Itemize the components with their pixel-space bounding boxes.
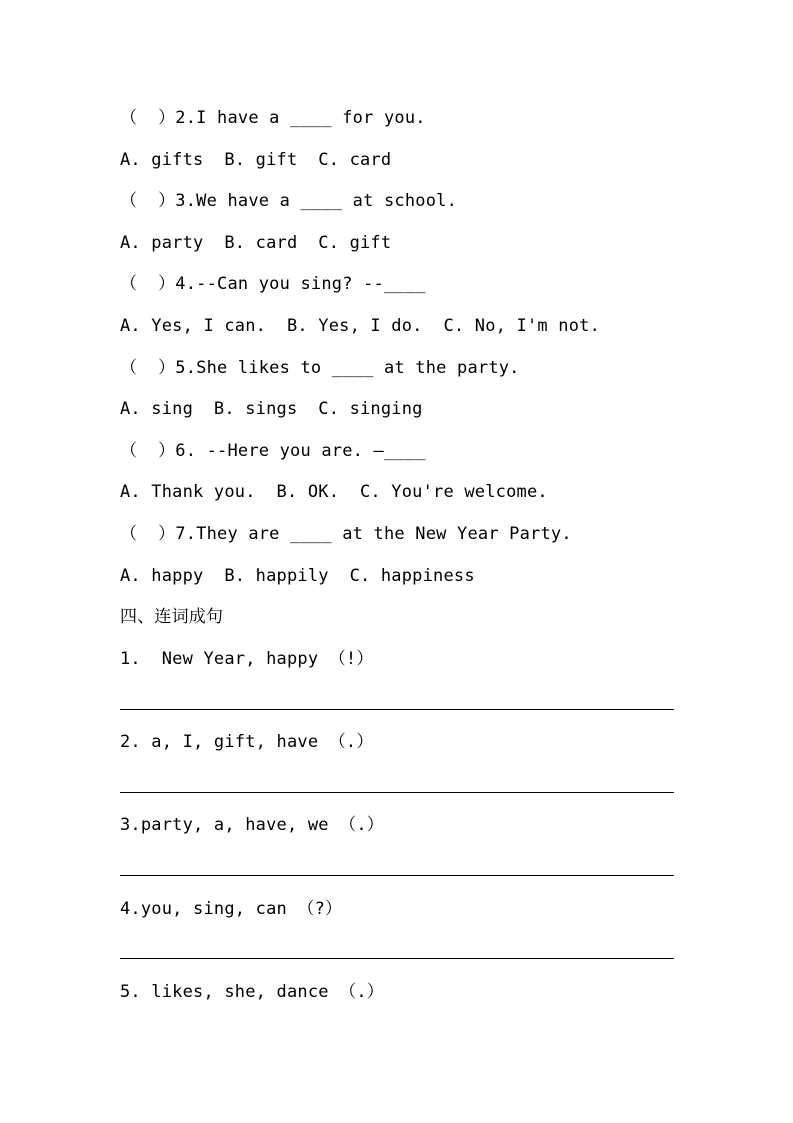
question-4-stem: （ ）4.--Can you sing? --____	[120, 274, 426, 294]
question-5-options: A. sing B. sings C. singing	[120, 399, 423, 419]
question-7-options: A. happy B. happily C. happiness	[120, 566, 475, 586]
sentence-item-2: 2. a, I, gift, have （.）	[120, 732, 374, 752]
section-4-heading: 四、连词成句	[120, 607, 224, 627]
question-3-options: A. party B. card C. gift	[120, 233, 392, 253]
answer-line-2	[120, 792, 674, 793]
question-3-stem: （ ）3.We have a ____ at school.	[120, 191, 458, 211]
question-6-options: A. Thank you. B. OK. C. You're welcome.	[120, 482, 548, 502]
answer-line-3	[120, 875, 674, 876]
question-5-stem: （ ）5.She likes to ____ at the party.	[120, 358, 520, 378]
sentence-item-4: 4.you, sing, can （?）	[120, 899, 343, 919]
sentence-item-3: 3.party, a, have, we （.）	[120, 815, 384, 835]
answer-line-4	[120, 958, 674, 959]
sentence-item-5: 5. likes, she, dance （.）	[120, 982, 384, 1002]
question-7-stem: （ ）7.They are ____ at the New Year Party.	[120, 524, 572, 544]
sentence-item-1: 1. New Year, happy （!）	[120, 649, 374, 669]
answer-line-1	[120, 709, 674, 710]
question-2-options: A. gifts B. gift C. card	[120, 150, 392, 170]
question-6-stem: （ ）6. --Here you are. —____	[120, 441, 426, 461]
question-2-stem: （ ）2.I have a ____ for you.	[120, 108, 426, 128]
question-4-options: A. Yes, I can. B. Yes, I do. C. No, I'm not.	[120, 316, 601, 336]
